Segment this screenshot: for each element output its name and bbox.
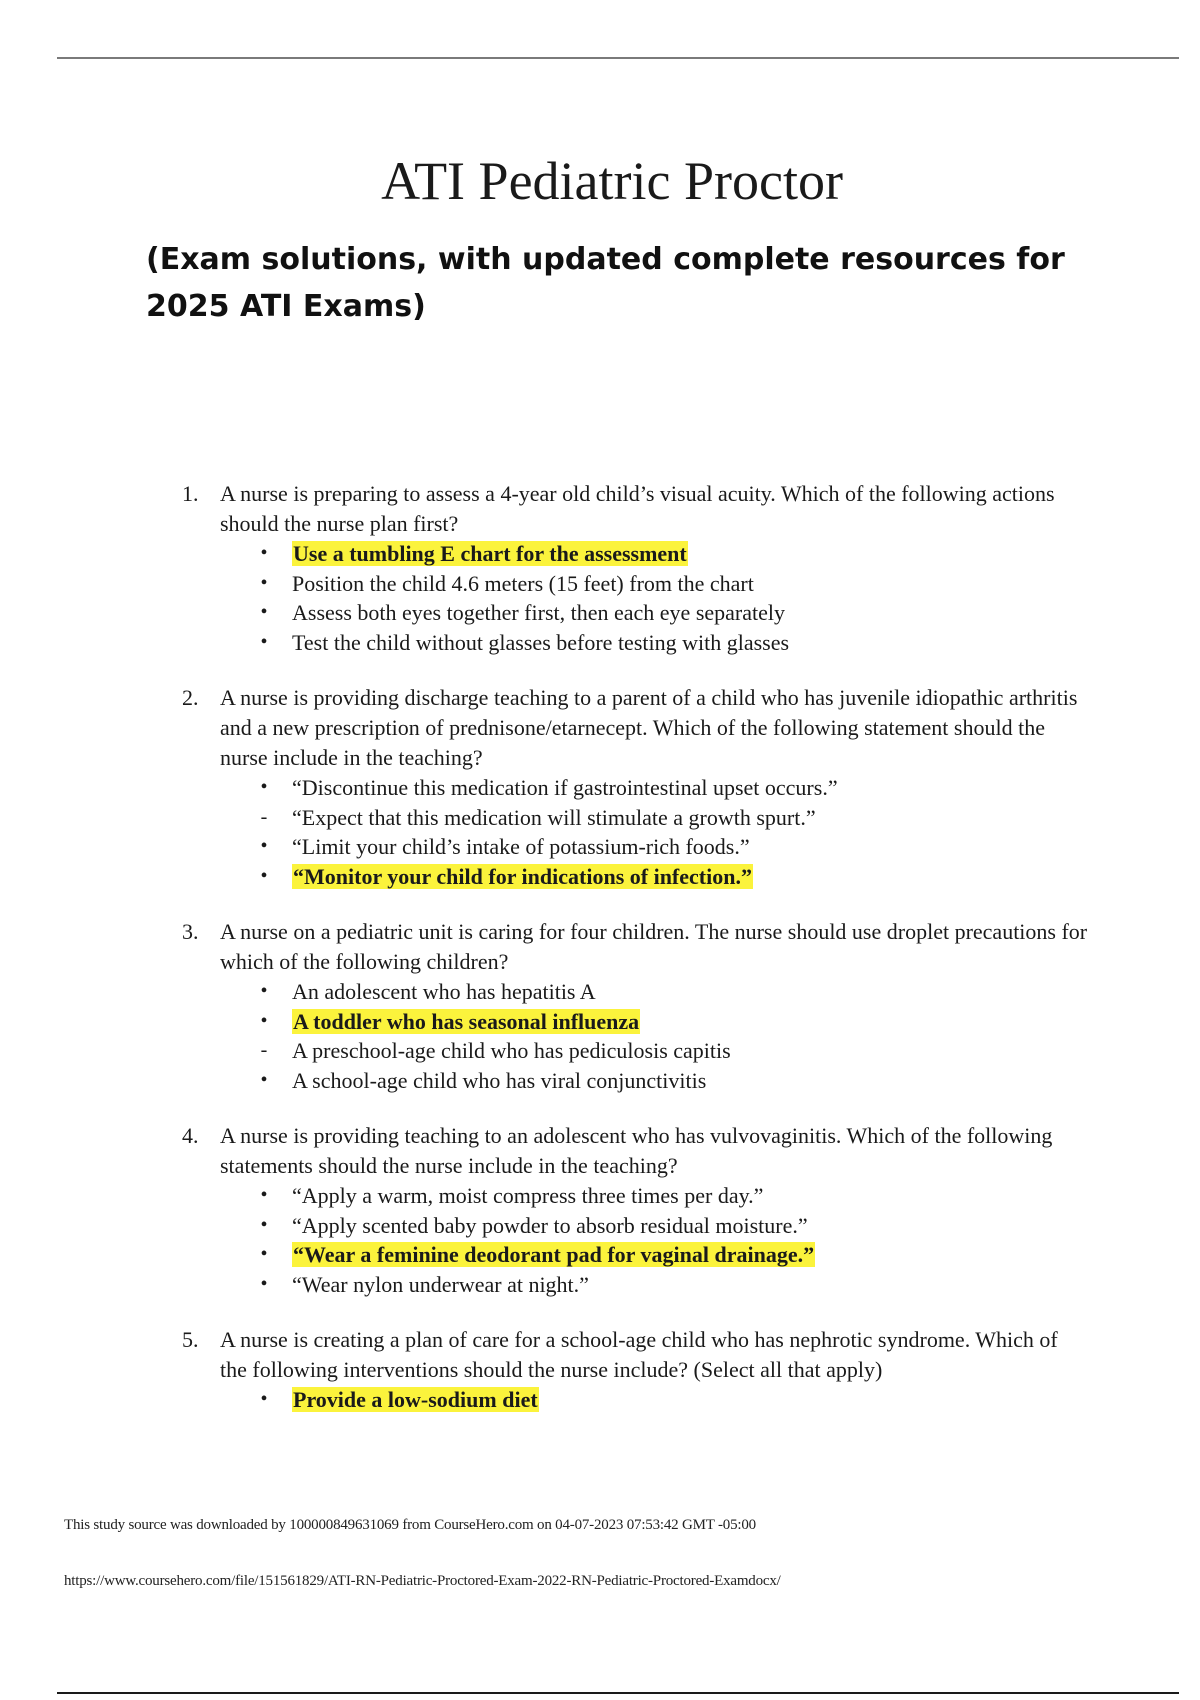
option-item	[254, 1270, 1102, 1300]
bullet-icon: -	[260, 1039, 268, 1061]
option-item	[254, 569, 1102, 599]
answer-option: “Wear nylon underwear at night.”	[292, 1271, 589, 1297]
question-text: A nurse is providing discharge teaching to a parent of a child who has juvenile idiopathic arthritis and a new prescription of prednisone/etarnecept. Which of the following statement should the nurse include in the teaching?	[220, 685, 1078, 770]
option-item	[254, 1007, 1102, 1037]
question-number: 2.	[182, 685, 199, 710]
question-text: A nurse is preparing to assess a 4-year old child’s visual acuity. Which of the following actions should the nurse plan first?	[220, 481, 1055, 536]
question-number: 4.	[182, 1123, 199, 1148]
option-item	[254, 1385, 1102, 1415]
answer-option: “Apply a warm, moist compress three times per day.”	[292, 1183, 764, 1208]
answer-option-highlighted: A toddler who has seasonal influenza	[293, 1008, 640, 1034]
option-list	[254, 1181, 1102, 1299]
option-item	[254, 1066, 1102, 1096]
option-item	[254, 832, 1102, 862]
bullet-icon: •	[260, 1243, 268, 1265]
answer-option: A school-age child who has viral conjunctivitis	[292, 1067, 707, 1093]
option-item	[254, 1211, 1102, 1241]
bullet-icon: •	[260, 776, 268, 798]
option-list	[254, 773, 1102, 891]
question-5	[182, 1325, 1102, 1415]
document-title: ATI Pediatric Proctor	[381, 151, 843, 211]
question-list	[182, 479, 1102, 1441]
bullet-icon: •	[260, 1184, 268, 1206]
option-item	[254, 1181, 1102, 1211]
option-item	[254, 803, 1102, 833]
bullet-icon: •	[260, 1272, 268, 1295]
option-list	[254, 1385, 1102, 1415]
option-list	[254, 977, 1102, 1095]
bottom-divider	[57, 1692, 1179, 1694]
bullet-icon: •	[260, 601, 268, 623]
bullet-icon: •	[260, 542, 268, 564]
option-item	[254, 598, 1102, 628]
answer-option: “Expect that this medication will stimulate a growth spurt.”	[292, 804, 816, 830]
question-3	[182, 917, 1102, 1095]
download-source-note: This study source was downloaded by 100000849631069 from CourseHero.com on 04-07-2023 07:53:42 GMT -05:00	[64, 1517, 756, 1533]
answer-option: “Limit your child’s intake of potassium-rich foods.”	[292, 834, 750, 859]
question-text: A nurse is providing teaching to an adolescent who has vulvovaginitis. Which of the following statements should the nurse include in the teaching?	[220, 1123, 1053, 1178]
answer-option: A preschool-age child who has pediculosis capitis	[292, 1038, 731, 1063]
option-item	[254, 539, 1102, 569]
answer-option: An adolescent who has hepatitis A	[292, 979, 596, 1004]
bullet-icon: •	[260, 1068, 268, 1091]
option-item	[254, 1036, 1102, 1066]
bullet-icon: -	[260, 805, 268, 828]
bullet-icon: •	[260, 1213, 268, 1236]
answer-option: “Discontinue this medication if gastrointestinal upset occurs.”	[292, 775, 838, 800]
bullet-icon: •	[260, 1388, 268, 1410]
answer-option-highlighted: “Wear a feminine deodorant pad for vaginal drainage.”	[293, 1242, 815, 1267]
bullet-icon: •	[260, 835, 268, 857]
question-number: 3.	[182, 919, 199, 944]
answer-option: “Apply scented baby powder to absorb residual moisture.”	[292, 1212, 808, 1238]
option-list	[254, 539, 1102, 657]
option-item	[254, 773, 1102, 803]
option-item	[254, 977, 1102, 1007]
question-1	[182, 479, 1102, 657]
top-divider	[57, 57, 1179, 59]
bullet-icon: •	[260, 630, 268, 653]
option-item	[254, 862, 1102, 892]
option-item	[254, 1240, 1102, 1270]
source-url[interactable]: https://www.coursehero.com/file/151561829/ATI-RN-Pediatric-Proctored-Exam-2022-RN-Pediatric-Proctored-Examdocx/	[64, 1573, 781, 1589]
answer-option: Assess both eyes together first, then each eye separately	[292, 600, 785, 625]
question-number: 5.	[182, 1327, 199, 1352]
question-2	[182, 683, 1102, 891]
document-subtitle: (Exam solutions, with updated complete resources for 2025 ATI Exams)	[146, 242, 1065, 324]
answer-option: Test the child without glasses before testing with glasses	[292, 629, 790, 655]
answer-option-highlighted: Use a tumbling E chart for the assessment	[293, 541, 687, 566]
bullet-icon: •	[260, 1009, 268, 1032]
bullet-icon: •	[260, 571, 268, 594]
answer-option-highlighted: “Monitor your child for indications of infection.”	[293, 863, 752, 889]
question-number: 1.	[182, 481, 199, 506]
answer-option-highlighted: Provide a low-sodium diet	[293, 1387, 538, 1412]
question-4	[182, 1121, 1102, 1299]
question-text: A nurse on a pediatric unit is caring for four children. The nurse should use droplet precautions for which of the following children?	[220, 919, 1088, 974]
option-item	[254, 628, 1102, 658]
question-text: A nurse is creating a plan of care for a school-age child who has nephrotic syndrome. Which of the following interventions should the nurse include? (Select all that apply)	[220, 1327, 1058, 1382]
bullet-icon: •	[260, 864, 268, 887]
answer-option: Position the child 4.6 meters (15 feet) from the chart	[292, 570, 754, 596]
bullet-icon: •	[260, 980, 268, 1002]
